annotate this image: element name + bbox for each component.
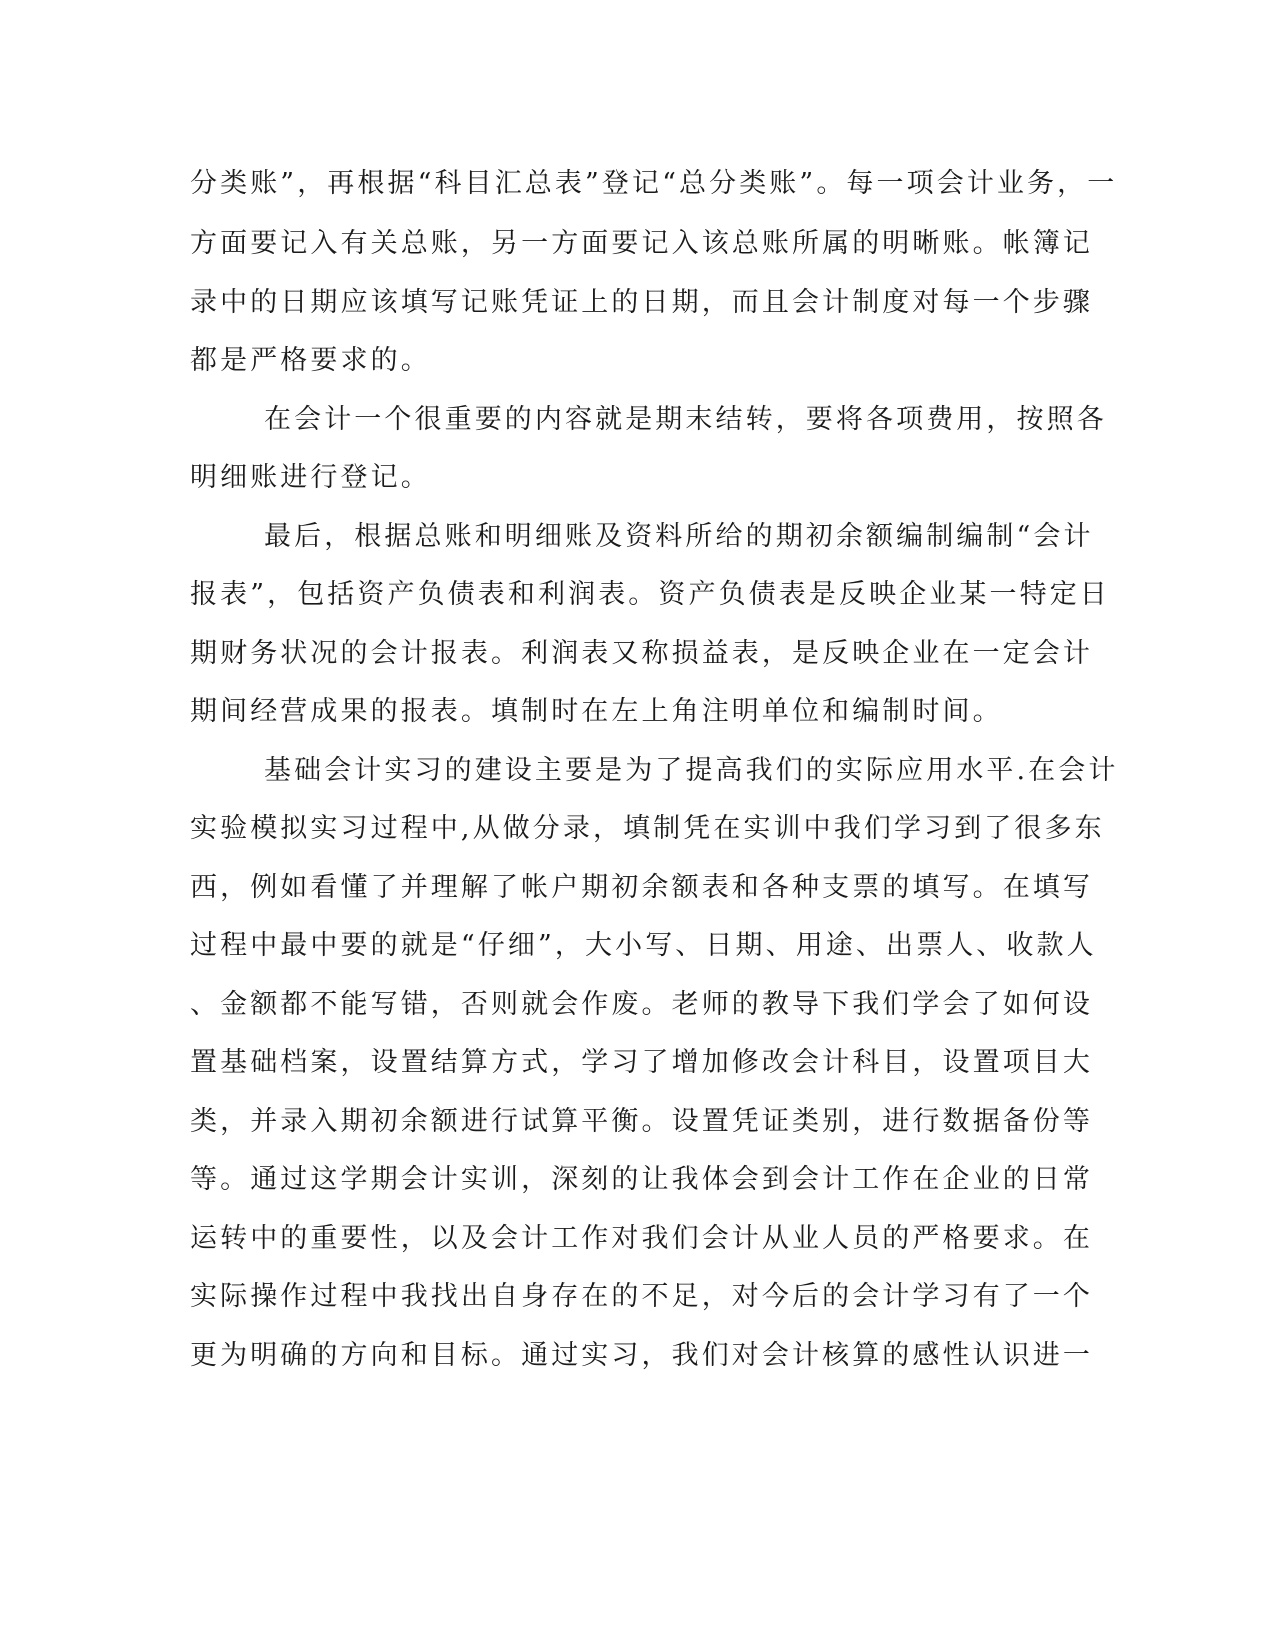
- text-line-18: 等。通过这学期会计实训，深刻的让我体会到会计工作在企业的日常: [190, 1164, 1093, 1195]
- text-line-1: 分类账”，再根据“科目汇总表”登记“总分类账”。每一项会计业务，一: [190, 168, 1118, 199]
- text-line-8: 报表”，包括资产负债表和利润表。资产负债表是反映企业某一特定日: [190, 579, 1110, 610]
- text-line-4: 都是严格要求的。: [190, 345, 431, 376]
- text-line-11: 基础会计实习的建设主要是为了提高我们的实际应用水平.在会计: [264, 755, 1119, 786]
- text-line-2: 方面要记入有关总账，另一方面要记入该总账所属的明晰账。帐簿记: [190, 228, 1093, 259]
- text-line-9: 期财务状况的会计报表。利润表又称损益表，是反映企业在一定会计: [190, 638, 1093, 669]
- text-line-17: 类，并录入期初余额进行试算平衡。设置凭证类别，进行数据备份等: [190, 1106, 1093, 1137]
- text-line-21: 更为明确的方向和目标。通过实习，我们对会计核算的感性认识进一: [190, 1340, 1093, 1371]
- text-line-14: 过程中最中要的就是“仔细”，大小写、日期、用途、出票人、收款人: [190, 930, 1097, 961]
- text-line-3: 录中的日期应该填写记账凭证上的日期，而且会计制度对每一个步骤: [190, 287, 1093, 318]
- text-line-10: 期间经营成果的报表。填制时在左上角注明单位和编制时间。: [190, 696, 1003, 727]
- text-line-6: 明细账进行登记。: [190, 462, 431, 493]
- text-line-7: 最后，根据总账和明细账及资料所给的期初余额编制编制“会计: [264, 521, 1094, 552]
- text-line-16: 置基础档案，设置结算方式，学习了增加修改会计科目，设置项目大: [190, 1047, 1093, 1078]
- text-line-20: 实际操作过程中我找出自身存在的不足，对今后的会计学习有了一个: [190, 1281, 1093, 1312]
- text-line-13: 西，例如看懂了并理解了帐户期初余额表和各种支票的填写。在填写: [190, 872, 1093, 903]
- text-line-5: 在会计一个很重要的内容就是期末结转，要将各项费用，按照各: [264, 404, 1107, 435]
- text-line-15: 、金额都不能写错，否则就会作废。老师的教导下我们学会了如何设: [190, 989, 1093, 1020]
- text-line-12: 实验模拟实习过程中,从做分录，填制凭在实训中我们学习到了很多东: [190, 813, 1105, 844]
- text-line-19: 运转中的重要性，以及会计工作对我们会计从业人员的严格要求。在: [190, 1223, 1093, 1254]
